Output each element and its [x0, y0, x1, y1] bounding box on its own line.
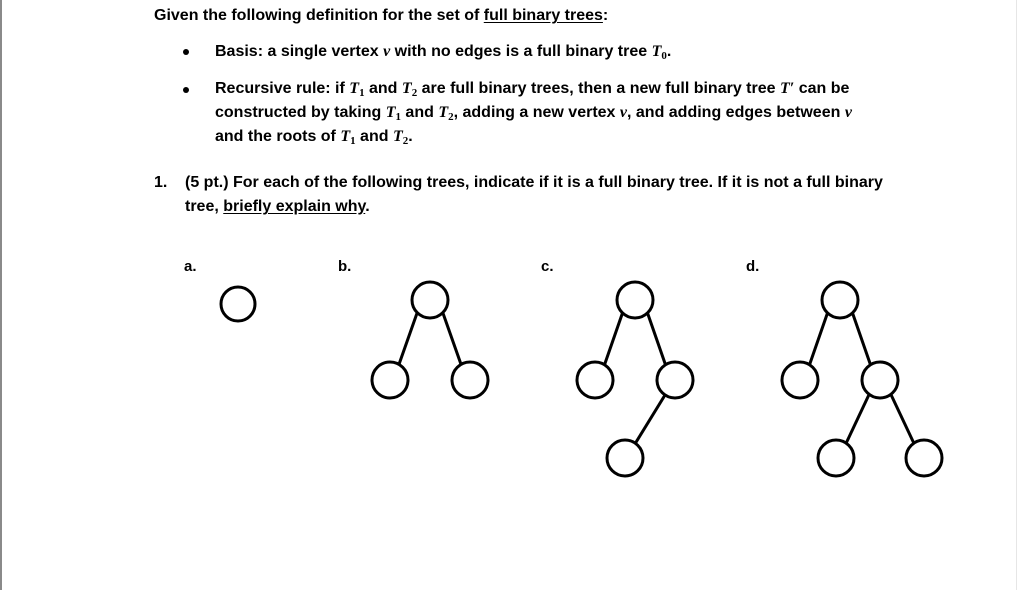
page-right-border	[1016, 0, 1024, 590]
question-number: 1.	[154, 174, 168, 191]
tree-b-diagram	[360, 270, 500, 400]
tree-label-c: c.	[541, 258, 554, 275]
tree-label-a: a.	[184, 258, 197, 275]
briefly-explain-why: briefly explain why	[223, 198, 366, 215]
page-left-border	[0, 0, 2, 590]
tree-var: T	[651, 43, 662, 60]
tree-label-d: d.	[746, 258, 760, 275]
intro-text: Given the following definition for the set of	[154, 7, 484, 24]
question-line-2: tree, briefly explain why.	[185, 198, 370, 215]
intro-line	[154, 6, 608, 26]
tree-d-right-child	[862, 362, 898, 398]
tree-d-grandchild-right	[906, 440, 942, 476]
rule-line-2: constructed by taking $T_1$ and $T_2$, adding a new vertex v, and adding edges between v	[215, 104, 852, 123]
tree-d-left-leaf	[782, 362, 818, 398]
tree-d-grandchild-left	[818, 440, 854, 476]
tree-a-root	[221, 287, 255, 321]
tree-b-root	[412, 282, 448, 318]
bullet-rule	[183, 87, 189, 93]
rule-line-1: Recursive rule: if $T_1$ and $T_2$ are full binary trees, then a new full binary tree T′ can be	[215, 80, 850, 99]
intro-term: full binary trees	[483, 7, 603, 24]
basis-line: Basis: a single vertex v with no edges is a full binary tree $T_0$.	[215, 43, 672, 62]
tree-c-left-leaf	[577, 362, 613, 398]
tree-c-right-child	[657, 362, 693, 398]
tree-c-diagram	[565, 270, 705, 480]
tree-b-right-leaf	[452, 362, 488, 398]
tree-c-root	[617, 282, 653, 318]
tree-c-grandchild	[607, 440, 643, 476]
tree-b-left-leaf	[372, 362, 408, 398]
rule-line-3: and the roots of $T_1$ and $T_2$.	[215, 128, 413, 147]
question-line-1: (5 pt.) For each of the following trees, indicate if it is a full binary tree. If it is not a full binary	[185, 174, 883, 191]
bullet-basis	[183, 49, 189, 55]
tree-a-diagram	[210, 279, 270, 339]
tree-label-b: b.	[338, 258, 352, 275]
tree-d-root	[822, 282, 858, 318]
tree-d-diagram	[770, 270, 970, 480]
vertex-var: v	[383, 43, 391, 60]
intro-colon: :	[602, 7, 609, 24]
